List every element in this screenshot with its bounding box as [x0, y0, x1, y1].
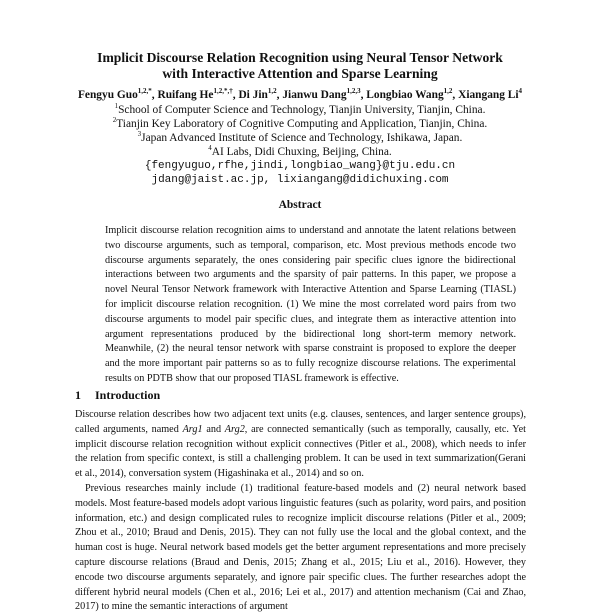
title-line-2: with Interactive Attention and Sparse Learning	[162, 66, 438, 81]
section-heading	[75, 388, 160, 403]
paragraph: Previous researches mainly include (1) traditional feature-based models and (2) neural network based models. Most feature-based models adopt various linguistic features (such as polarity, word pairs, and position information, etc.) and design complicated rules to recognize implicit discourse relations (Pitler et al., 2009; Zhou et al., 2010; Braud and Denis, 2015). They can not fully use the local and the global context, and the human cost is huge. Neural network based models get the better argument representations and more precisely capture discourse relations (Braud and Denis, 2015; Zhang et al., 2015; Liu et al., 2016). However, they encode two discourse arguments separately, and ignore pair specific clues. The further researches adopt the different hybrid neural models (Chen et al., 2016; Lei et al., 2017) and attention mechanism (Cai and Zhao, 2017) to mine the semantic interactions of argument	[75, 482, 526, 613]
email-line: {fengyuguo,rfhe,jindi,longbiao_wang}@tju.edu.cn	[144, 160, 456, 172]
affiliation: $^2$Tianjin Key Laboratory of Cognitive Computing and Application, Tianjin, China.	[112, 116, 488, 130]
author: Fengyu Guo$^{1,2,*}$	[77, 87, 152, 101]
abstract-heading: Abstract	[278, 199, 322, 211]
affiliation: $^4$AI Labs, Didi Chuxing, Beijing, China.	[208, 144, 392, 158]
section-title: Introduction	[95, 388, 161, 402]
abstract-body: Implicit discourse relation recognition aims to understand and annotate the latent relations between two discourse arguments, such as temporal, comparison, etc. Most previous methods encode two discourse arguments separately, the ones considering pair specific clues ignore the bidirectional interactions between two arguments and the sparsity of pair patterns. In this paper, we propose a novel Neural Tensor Network framework with Interactive Attention and Sparse Learning (TIASL) for implicit discourse relation recognition. (1) We mine the most correlated word pairs from two discourse arguments to model pair specific clues, and integrate them as interactive attention into argument representations produced by the bidirectional long short-term memory network. Meanwhile, (2) the neural tensor network with sparse constraint is proposed to explore the deeper and the more important pair patterns so as to fully recognize discourse relations. The experimental results on PDTB show that our proposed TIASL framework is effective.	[105, 225, 516, 384]
title-line-1: Implicit Discourse Relation Recognition using Neural Tensor Network	[97, 50, 503, 65]
paper-title	[40, 50, 560, 82]
author: Longbiao Wang$^{1,2}$	[366, 87, 453, 101]
author: Di Jin$^{1,2}$	[238, 87, 277, 101]
section-number: 1	[75, 388, 81, 402]
affiliation-list	[40, 103, 560, 187]
affiliation: $^3$Japan Advanced Institute of Science and Technology, Ishikawa, Japan.	[137, 130, 463, 144]
author-list: Fengyu Guo$^{1,2,*}$, Ruifang $He^{1,2,*,\dagger}$, Di Jin$^{1,2}$, Jianwu Dang$^{1,2,3}$, Longbiao Wang$^{1,2}$, Xiangang Li$^4$	[77, 87, 523, 101]
author: Xiangang Li$^4$	[458, 87, 523, 101]
introduction-body	[75, 408, 526, 615]
author: Ruifang $He^{1,2,*,\dagger}$	[157, 87, 233, 101]
author: Jianwu Dang$^{1,2,3}$	[282, 87, 361, 101]
paragraph: Discourse relation describes how two adjacent text units (e.g. clauses, sentences, and larger sentence groups), called arguments, named Arg1 and Arg2, are connected semantically (such as temporally, causally, etc. Yet implicit discourse relation recognition without explicit connectives (Pitler et al., 2008), which needs to infer the relation from specific context, is still a challenging problem. It can be used in text summarization(Gerani et al., 2014), conversation system (Higashinaka et al., 2014) and so on.	[75, 409, 526, 480]
email-line: jdang@jaist.ac.jp, lixiangang@didichuxing.com	[151, 174, 449, 186]
affiliation: $^1$School of Computer Science and Technology, Tianjin University, Tianjin, China.	[114, 102, 486, 116]
